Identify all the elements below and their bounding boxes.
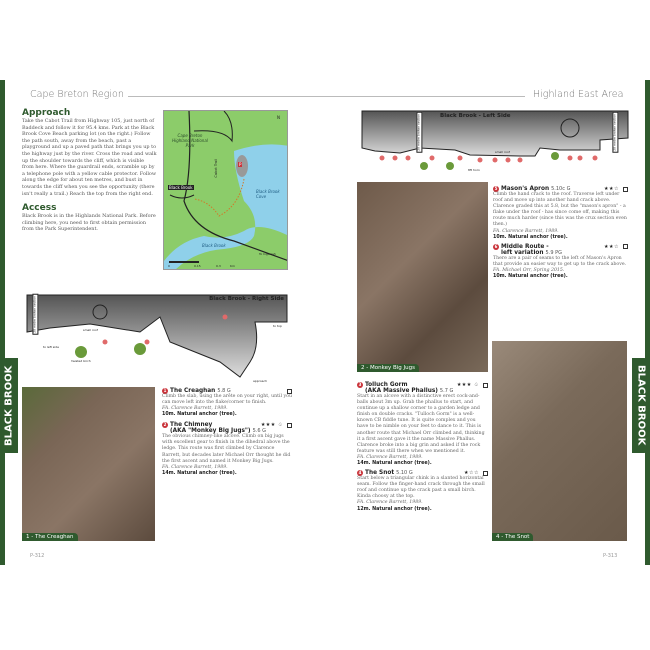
- route-description: There are a pair of seams to the left of Mason's Apron that provide an easier way to get up to the crack above.: [493, 255, 627, 267]
- access-title: Access: [22, 203, 57, 214]
- side-tab-right[interactable]: BLACK BROOK: [632, 358, 650, 453]
- tick-box[interactable]: [623, 244, 628, 249]
- route-length: 10m. Natural anchor (tree).: [493, 234, 568, 240]
- route-description: Start in an alcove with a distinctive erect cock-and-balls about 3m up. Grab the phallus to start, and continue up a shallow corner to a garden ledge and finish on double cracks. "Tulloch Gorm" is a well-known CB fiddle tune. It is quite complex and you have to be nimble on your feet to dance to it. This is another route that Michael Orr climbed and, thinking it a first ascent gave it the name Massive Phallus. Clarence broke into a big grin and asked if the rock feature was still there when we mentioned it.: [357, 394, 485, 454]
- topo-small-roof: small roof: [83, 328, 98, 332]
- topo-left-side: [360, 108, 630, 176]
- route-aka: (AKA "Monkey Big Jugs"): [170, 428, 251, 435]
- map-park-label: Cape Breton Highland National Park: [172, 133, 208, 148]
- route-length: 10m. Natural anchor (tree).: [162, 412, 237, 418]
- route-grade: 5.10 G: [396, 470, 413, 477]
- route-fa: FA. Clarence Barrett, 1989.: [357, 500, 423, 506]
- topo-to-top: to top: [273, 324, 282, 328]
- route-name: The Snot: [365, 470, 395, 477]
- photo-caption: 1 - The Creaghan: [22, 533, 78, 541]
- route-number: 2: [163, 422, 167, 428]
- route-fa: FA. Michael Orr, Spring 2015.: [493, 267, 565, 273]
- left-edge-bar: [0, 80, 5, 565]
- map-to-ingonish: To Ingonish: [259, 252, 276, 256]
- route-list-right-bottom: [357, 382, 488, 512]
- route-name: Middle Route -: [501, 243, 549, 250]
- route-grade: 5.6 G: [252, 428, 267, 435]
- tick-box[interactable]: [287, 389, 292, 394]
- route-length: 10m. Natural anchor (tree).: [493, 273, 568, 279]
- route-aka: left variation: [501, 249, 544, 256]
- scale-03: 0.3: [216, 264, 221, 268]
- header-rule: [128, 96, 325, 97]
- approach-text: Take the Cabot Trail from Highway 105, just north of Baddeck and follow it for 95.4 kms. Park at the Black Brook Cove Beach parking lot (on the right.) Follow the path south, away from the beach, past a playground and up a paved path that brings you up to the highway just by the river. Cross the road and walk up the shoulder towards the cliff, which is visible from here. Where the guardrail ends, scramble up by a telephone pole with a yellow cable protector. Follow along the edge for about ten metres, and bust in towards the cliff when you see the opportunity (there isn't really a trail.) Reach the top from the right end.: [22, 118, 157, 197]
- scale-km: Km: [230, 264, 235, 268]
- topo-small-roof-right: small roof: [495, 150, 510, 154]
- route-name: Tolluch Gorm: [365, 382, 408, 388]
- route-length: 14m. Natural anchor (tree).: [357, 461, 432, 467]
- topo-left-title: Black Brook - Left Side: [440, 113, 511, 119]
- route-number: 3: [358, 382, 362, 387]
- route-fa: FA. Clarence Barrett, 1989.: [162, 406, 228, 412]
- route-item: [493, 244, 628, 279]
- page-number-right: P-313: [603, 553, 618, 559]
- route-grade: 5.9 PG: [545, 249, 562, 256]
- route-list-right-top: [493, 186, 628, 279]
- tick-box[interactable]: [623, 187, 628, 192]
- route-stars: ★★☆: [604, 243, 619, 250]
- topo-right-title: Black Brook - Right Side: [209, 296, 284, 302]
- route-number: 4: [358, 470, 362, 476]
- route-name: The Creaghan: [170, 388, 216, 394]
- topo-broken-section-label: 20 metre broken section: [612, 114, 617, 151]
- location-map: [163, 110, 288, 270]
- scale-0: 0: [168, 264, 170, 268]
- route-fa: FA. Clarence Barrett, 1989.: [493, 228, 559, 234]
- header-rule-right: [325, 96, 525, 97]
- scale-015: 0.15: [194, 264, 201, 268]
- photo-the-creaghan: [22, 387, 155, 541]
- topo-right-side: [25, 292, 290, 387]
- topo-twisted-birch: twisted birch: [71, 359, 91, 363]
- route-aka: (AKA Massive Phallus): [365, 388, 438, 394]
- topo-broken-section-label: 20 metre broken section: [416, 114, 421, 151]
- route-length: 12m. Natural anchor (tree).: [357, 506, 432, 512]
- north-arrow-icon: N: [277, 115, 280, 120]
- route-description: Climb the hand crack to the roof. Traverse left under roof and move up into another hand crack above. Clarence graded this at 5.8, but the "mason's apron" - a flake under the roof - has since come off, making this route much harder (since this was the crux section even then.): [493, 192, 627, 228]
- topo-approach: approach: [253, 379, 268, 383]
- route-fa: FA. Clarence Barrett, 1989.: [162, 464, 228, 470]
- route-stars: ★★★ ♤: [456, 382, 479, 388]
- approach-section: [22, 108, 157, 233]
- side-tab-left[interactable]: BLACK BROOK: [0, 358, 18, 453]
- photo-monkey-big-jugs: [357, 182, 488, 372]
- tick-box[interactable]: [483, 471, 488, 476]
- tick-box[interactable]: [287, 423, 292, 428]
- route-item: [357, 470, 488, 511]
- route-item: [357, 382, 488, 466]
- map-river-label: Black Brook: [202, 243, 226, 248]
- approach-title: Approach: [22, 108, 71, 118]
- right-edge-bar: [645, 80, 650, 565]
- route-number: 5: [494, 186, 498, 191]
- route-description: Climb the slab, using the arête on your right, until you can move left into the flake/corner to finish.: [162, 394, 292, 406]
- route-grade: 5.7 G: [439, 388, 454, 394]
- route-stars: ★★☆: [604, 186, 619, 192]
- route-fa: FA. Clarence Barrett, 1989.: [357, 454, 423, 460]
- route-item: [162, 422, 292, 476]
- photo-caption: 2 - Monkey Big Jugs: [357, 364, 419, 372]
- map-road-label: Cabot Trail: [214, 159, 218, 178]
- access-text: Black Brook is in the Highlands National Park. Before climbing here, you need to first obtain permission from the Park Superintendent.: [22, 213, 156, 233]
- topo-broken-section-label: 20 metre broken section: [32, 296, 37, 333]
- route-item: [162, 388, 292, 417]
- route-name: The Chimney: [170, 422, 213, 429]
- photo-the-snot: [492, 341, 627, 541]
- photo-caption: 4 - The Snot: [492, 533, 533, 541]
- route-number: 1: [163, 388, 167, 393]
- route-number: 6: [494, 243, 498, 249]
- parking-icon: P: [239, 162, 242, 167]
- route-name: Mason's Apron: [501, 186, 550, 192]
- route-stars: ★★★ ♤: [260, 422, 283, 429]
- topo-to-left: to left side: [43, 345, 59, 349]
- topo-horn: 8ft horn: [468, 168, 480, 172]
- route-grade: 5.8 G: [217, 388, 231, 394]
- area-header: Highland East Area: [533, 89, 624, 100]
- page-number-left: P-312: [30, 553, 45, 559]
- map-cove-label: Black Brook Cove: [256, 189, 280, 199]
- region-header: Cape Breton Region: [30, 89, 124, 100]
- route-length: 14m. Natural anchor (tree).: [162, 470, 237, 476]
- tick-box[interactable]: [483, 383, 488, 388]
- map-crag-label: Black Brook: [169, 185, 193, 190]
- route-stars: ★☆☆: [464, 470, 479, 477]
- route-description: The obvious chimney-like alcove. Climb on big jugs with excellent gear to finish in the dihedral above the ledge. This route was first climbed by Clarence Barrett, but decades later Michael Orr thought he did the first ascent and named it Monkey Big Jugs.: [162, 434, 291, 464]
- route-list-left: [162, 388, 292, 476]
- route-grade: 5.10c G: [551, 186, 571, 192]
- route-description: Start below a triangular chink in a slanted horizontal seam. Follow the finger-hand crack through the small roof and continue up the crack past a small birch. Kinda choosy at the top.: [357, 476, 485, 500]
- route-item: [493, 186, 628, 240]
